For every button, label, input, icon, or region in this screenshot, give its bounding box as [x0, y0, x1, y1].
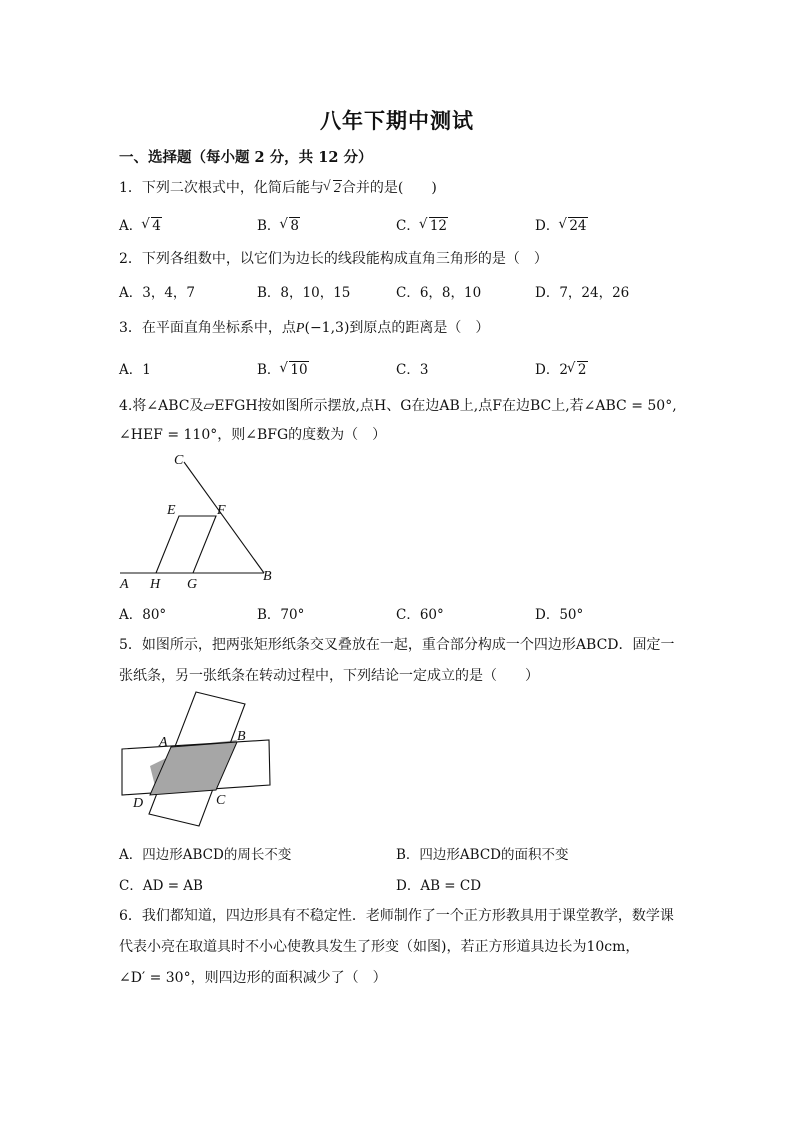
question-5-option-d: D．AB = CD	[396, 878, 482, 894]
question-4-figure	[112, 448, 292, 598]
label-e: E	[167, 503, 176, 518]
question-4-line-1: 4.将∠ABC及▱EFGH按如图所示摆放,点H、G在边AB上,点F在边BC上,若∠ABC = 50°,	[119, 398, 677, 414]
question-2-option-b: B．8，10，15	[257, 285, 351, 301]
question-5-line-2: 张纸条，另一张纸条在转动过程中，下列结论一定成立的是（ ）	[119, 668, 539, 684]
question-3-option-a: A．1	[119, 362, 151, 378]
question-1-stem: 1．下列二次根式中，化简后能与√ 2合并的是( )	[119, 177, 437, 197]
label-b: B	[263, 569, 272, 584]
page-title: 八年下期中测试	[320, 108, 474, 133]
label-f: F	[217, 503, 226, 518]
question-6-line-3: ∠D′ = 30°，则四边形的面积减少了（ ）	[119, 970, 387, 986]
question-4-option-b: B．70°	[257, 607, 305, 623]
question-5-option-b: B．四边形ABCD的面积不变	[396, 847, 569, 863]
label-a: A	[159, 735, 168, 750]
question-4-option-a: A．80°	[119, 607, 167, 623]
question-6-line-2: 代表小亮在取道具时不小心使教具发生了形变（如图)，若正方形道具边长为10cm，	[119, 939, 640, 955]
question-3-stem: 3．在平面直角坐标系中，点P(−1,3)到原点的距离是（ ）	[119, 320, 490, 336]
question-2-option-c: C．6，8，10	[396, 285, 482, 301]
question-4-line-2: ∠HEF = 110°，则∠BFG的度数为（ ）	[119, 427, 387, 443]
question-1-option-a: A．√ 4	[119, 214, 162, 234]
question-2-stem: 2．下列各组数中，以它们为边长的线段能构成直角三角形的是（ ）	[119, 251, 548, 267]
question-6-line-1: 6．我们都知道，四边形具有不稳定性．老师制作了一个正方形教具用于课堂教学，数学课	[119, 908, 674, 924]
question-1-option-d: D．√ 24	[535, 214, 588, 234]
label-c: C	[174, 453, 184, 468]
label-h: H	[150, 577, 161, 592]
label-b: B	[237, 729, 246, 744]
question-3-option-d: D．2√ 2	[535, 358, 588, 378]
label-c: C	[216, 793, 226, 808]
question-5-option-a: A．四边形ABCD的周长不变	[119, 847, 292, 863]
question-4-option-c: C．60°	[396, 607, 444, 623]
label-d: D	[133, 796, 144, 811]
question-5-option-c: C．AD = AB	[119, 878, 203, 894]
question-1-option-b: B．√ 8	[257, 214, 300, 234]
question-5-figure	[112, 690, 282, 835]
label-a: A	[120, 577, 129, 592]
question-1-option-c: C．√ 12	[396, 214, 448, 234]
question-3-option-b: B．√ 10	[257, 358, 309, 378]
question-4-option-d: D．50°	[535, 607, 584, 623]
question-2-option-a: A．3，4，7	[119, 285, 196, 301]
question-2-option-d: D．7，24，26	[535, 285, 630, 301]
section-heading: 一、选择题（每小题 2 分，共 12 分）	[119, 149, 373, 166]
label-g: G	[187, 577, 198, 592]
question-3-option-c: C．3	[396, 362, 429, 378]
question-5-line-1: 5．如图所示，把两张矩形纸条交叉叠放在一起，重合部分构成一个四边形ABCD．固定一	[119, 637, 675, 653]
